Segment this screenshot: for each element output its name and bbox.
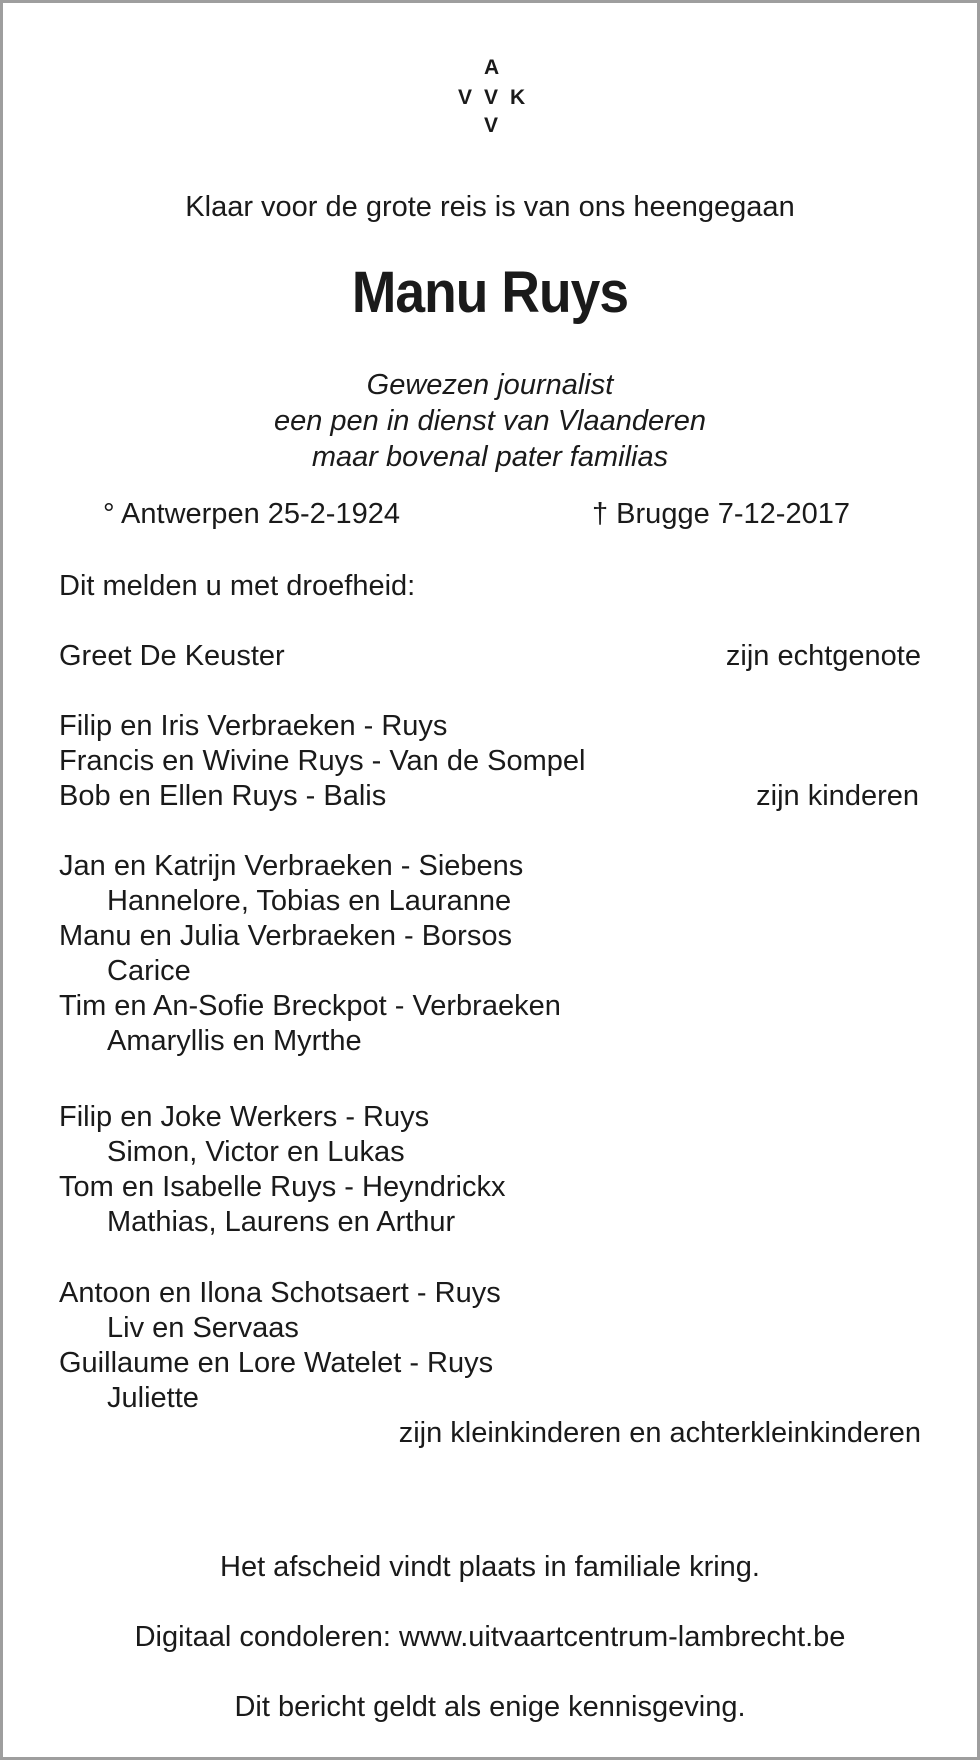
great-grandchildren: Simon, Victor en Lukas [107, 1136, 405, 1168]
grandchild-family: Filip en Joke Werkers - Ruys [59, 1101, 430, 1133]
death-info: † Brugge 7-12-2017 [592, 498, 850, 530]
logo-letter-top: A [484, 56, 500, 79]
motto-line: maar bovenal pater familias [311, 441, 669, 473]
child-family: Bob en Ellen Ruys - Balis [59, 780, 387, 812]
farewell-line: Het afscheid vindt plaats in familiale kring. [220, 1551, 760, 1583]
announce-line: Dit melden u met droefheid: [59, 570, 416, 602]
child-family: Filip en Iris Verbraeken - Ruys [59, 710, 448, 742]
grandchild-family: Antoon en Ilona Schotsaert - Ruys [59, 1277, 501, 1309]
children-role: zijn kinderen [756, 780, 919, 812]
notice-line: Dit bericht geldt als enige kennisgeving. [234, 1691, 746, 1723]
spouse-name: Greet De Keuster [59, 640, 285, 672]
grandchildren-role: zijn kleinkinderen en achterkleinkinderen [398, 1417, 921, 1449]
logo-letter-center: V [484, 86, 499, 109]
grandchild-family: Jan en Katrijn Verbraeken - Siebens [59, 850, 524, 882]
great-grandchildren: Hannelore, Tobias en Lauranne [107, 885, 512, 917]
grandchildren-group-3 [59, 1276, 501, 1416]
grandchild-family: Guillaume en Lore Watelet - Ruys [59, 1347, 494, 1379]
motto-line: een pen in dienst van Vlaanderen [273, 405, 707, 437]
logo-letter-left: V [458, 86, 473, 109]
birth-info: ° Antwerpen 25-2-1924 [103, 498, 400, 530]
logo-letter-right: K [510, 86, 526, 109]
grandchild-family: Tom en Isabelle Ruys - Heyndrickx [59, 1171, 506, 1203]
intro-line: Klaar voor de grote reis is van ons heengegaan [185, 191, 795, 223]
great-grandchildren: Liv en Servaas [107, 1312, 299, 1344]
motto [3, 367, 977, 475]
motto-line: Gewezen journalist [366, 369, 614, 401]
grandchild-family: Manu en Julia Verbraeken - Borsos [59, 920, 512, 952]
grandchildren-group-1 [59, 849, 561, 1059]
great-grandchildren: Mathias, Laurens en Arthur [107, 1206, 456, 1238]
grandchildren-group-2 [59, 1100, 505, 1240]
great-grandchildren: Amaryllis en Myrthe [107, 1025, 362, 1057]
grandchild-family: Tim en An-Sofie Breckpot - Verbraeken [59, 990, 561, 1022]
children-list [59, 709, 586, 814]
condolences-line: Digitaal condoleren: www.uitvaartcentrum-lambrecht.be [134, 1621, 846, 1653]
spouse-role: zijn echtgenote [725, 640, 921, 672]
great-grandchildren: Carice [107, 955, 191, 987]
deceased-name: Manu Ruys [351, 260, 629, 325]
child-family: Francis en Wivine Ruys - Van de Sompel [59, 745, 586, 777]
great-grandchildren: Juliette [107, 1382, 199, 1414]
logo-letter-bottom: V [484, 114, 499, 137]
